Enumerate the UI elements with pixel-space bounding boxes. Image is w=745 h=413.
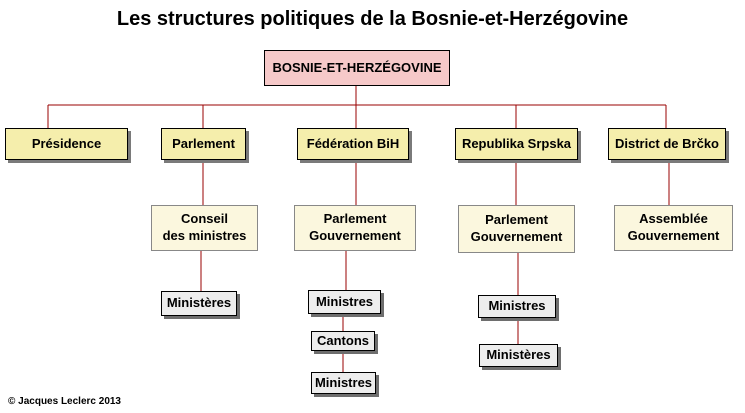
- node-rs-ministeres: [479, 344, 558, 367]
- node-district-brcko: [608, 128, 726, 160]
- cantons-label: Cantons: [317, 332, 369, 348]
- node-presidence: [5, 128, 128, 160]
- fed-gov-line1: Parlement: [323, 211, 387, 227]
- brcko-gov-line1: Assemblée: [639, 211, 708, 227]
- brcko-gov-line2: Gouvernement: [627, 228, 720, 243]
- page-title: Les structures politiques de la Bosnie-et-Herzégovine: [116, 8, 629, 30]
- node-republika-srpska: [455, 128, 578, 160]
- node-conseil-ministres: [151, 205, 258, 251]
- cantons-ministres-label: Ministres: [314, 374, 373, 390]
- node-parlement: [161, 128, 246, 160]
- ministeres-etat-label: Ministères: [166, 295, 232, 311]
- fed-ministres-label: Ministres: [315, 293, 374, 309]
- copyright-notice: © Jacques Leclerc 2013: [8, 396, 121, 407]
- node-brcko-gouvernement: [614, 205, 733, 251]
- node-cantons: [311, 331, 375, 351]
- fed-gov-line2: Gouvernement: [309, 228, 401, 243]
- node-cantons-ministres: [311, 372, 376, 394]
- node-ministeres-etat: [161, 291, 237, 316]
- brcko-label: District de Brčko: [614, 135, 720, 151]
- conseil-line2: des ministres: [162, 228, 247, 243]
- node-federation-bih: [297, 128, 409, 160]
- root-node: [264, 50, 450, 86]
- node-federation-gouvernement: [294, 205, 416, 251]
- root-label: BOSNIE-ET-HERZÉGOVINE: [272, 59, 442, 75]
- node-fed-ministres: [308, 290, 381, 314]
- rs-ministeres-label: Ministères: [486, 347, 551, 363]
- parlement-label: Parlement: [172, 135, 235, 151]
- rs-gov-line1: Parlement: [485, 212, 548, 228]
- node-rs-ministres: [478, 295, 556, 318]
- node-srpska-gouvernement: [458, 205, 575, 253]
- rs-gov-line2: Gouvernement: [470, 229, 563, 244]
- conseil-line1: Conseil: [181, 211, 228, 227]
- srpska-label: Republika Srpska: [461, 135, 572, 151]
- federation-label: Fédération BiH: [306, 135, 400, 151]
- presidence-label: Présidence: [31, 135, 102, 151]
- rs-ministres-label: Ministres: [488, 298, 546, 314]
